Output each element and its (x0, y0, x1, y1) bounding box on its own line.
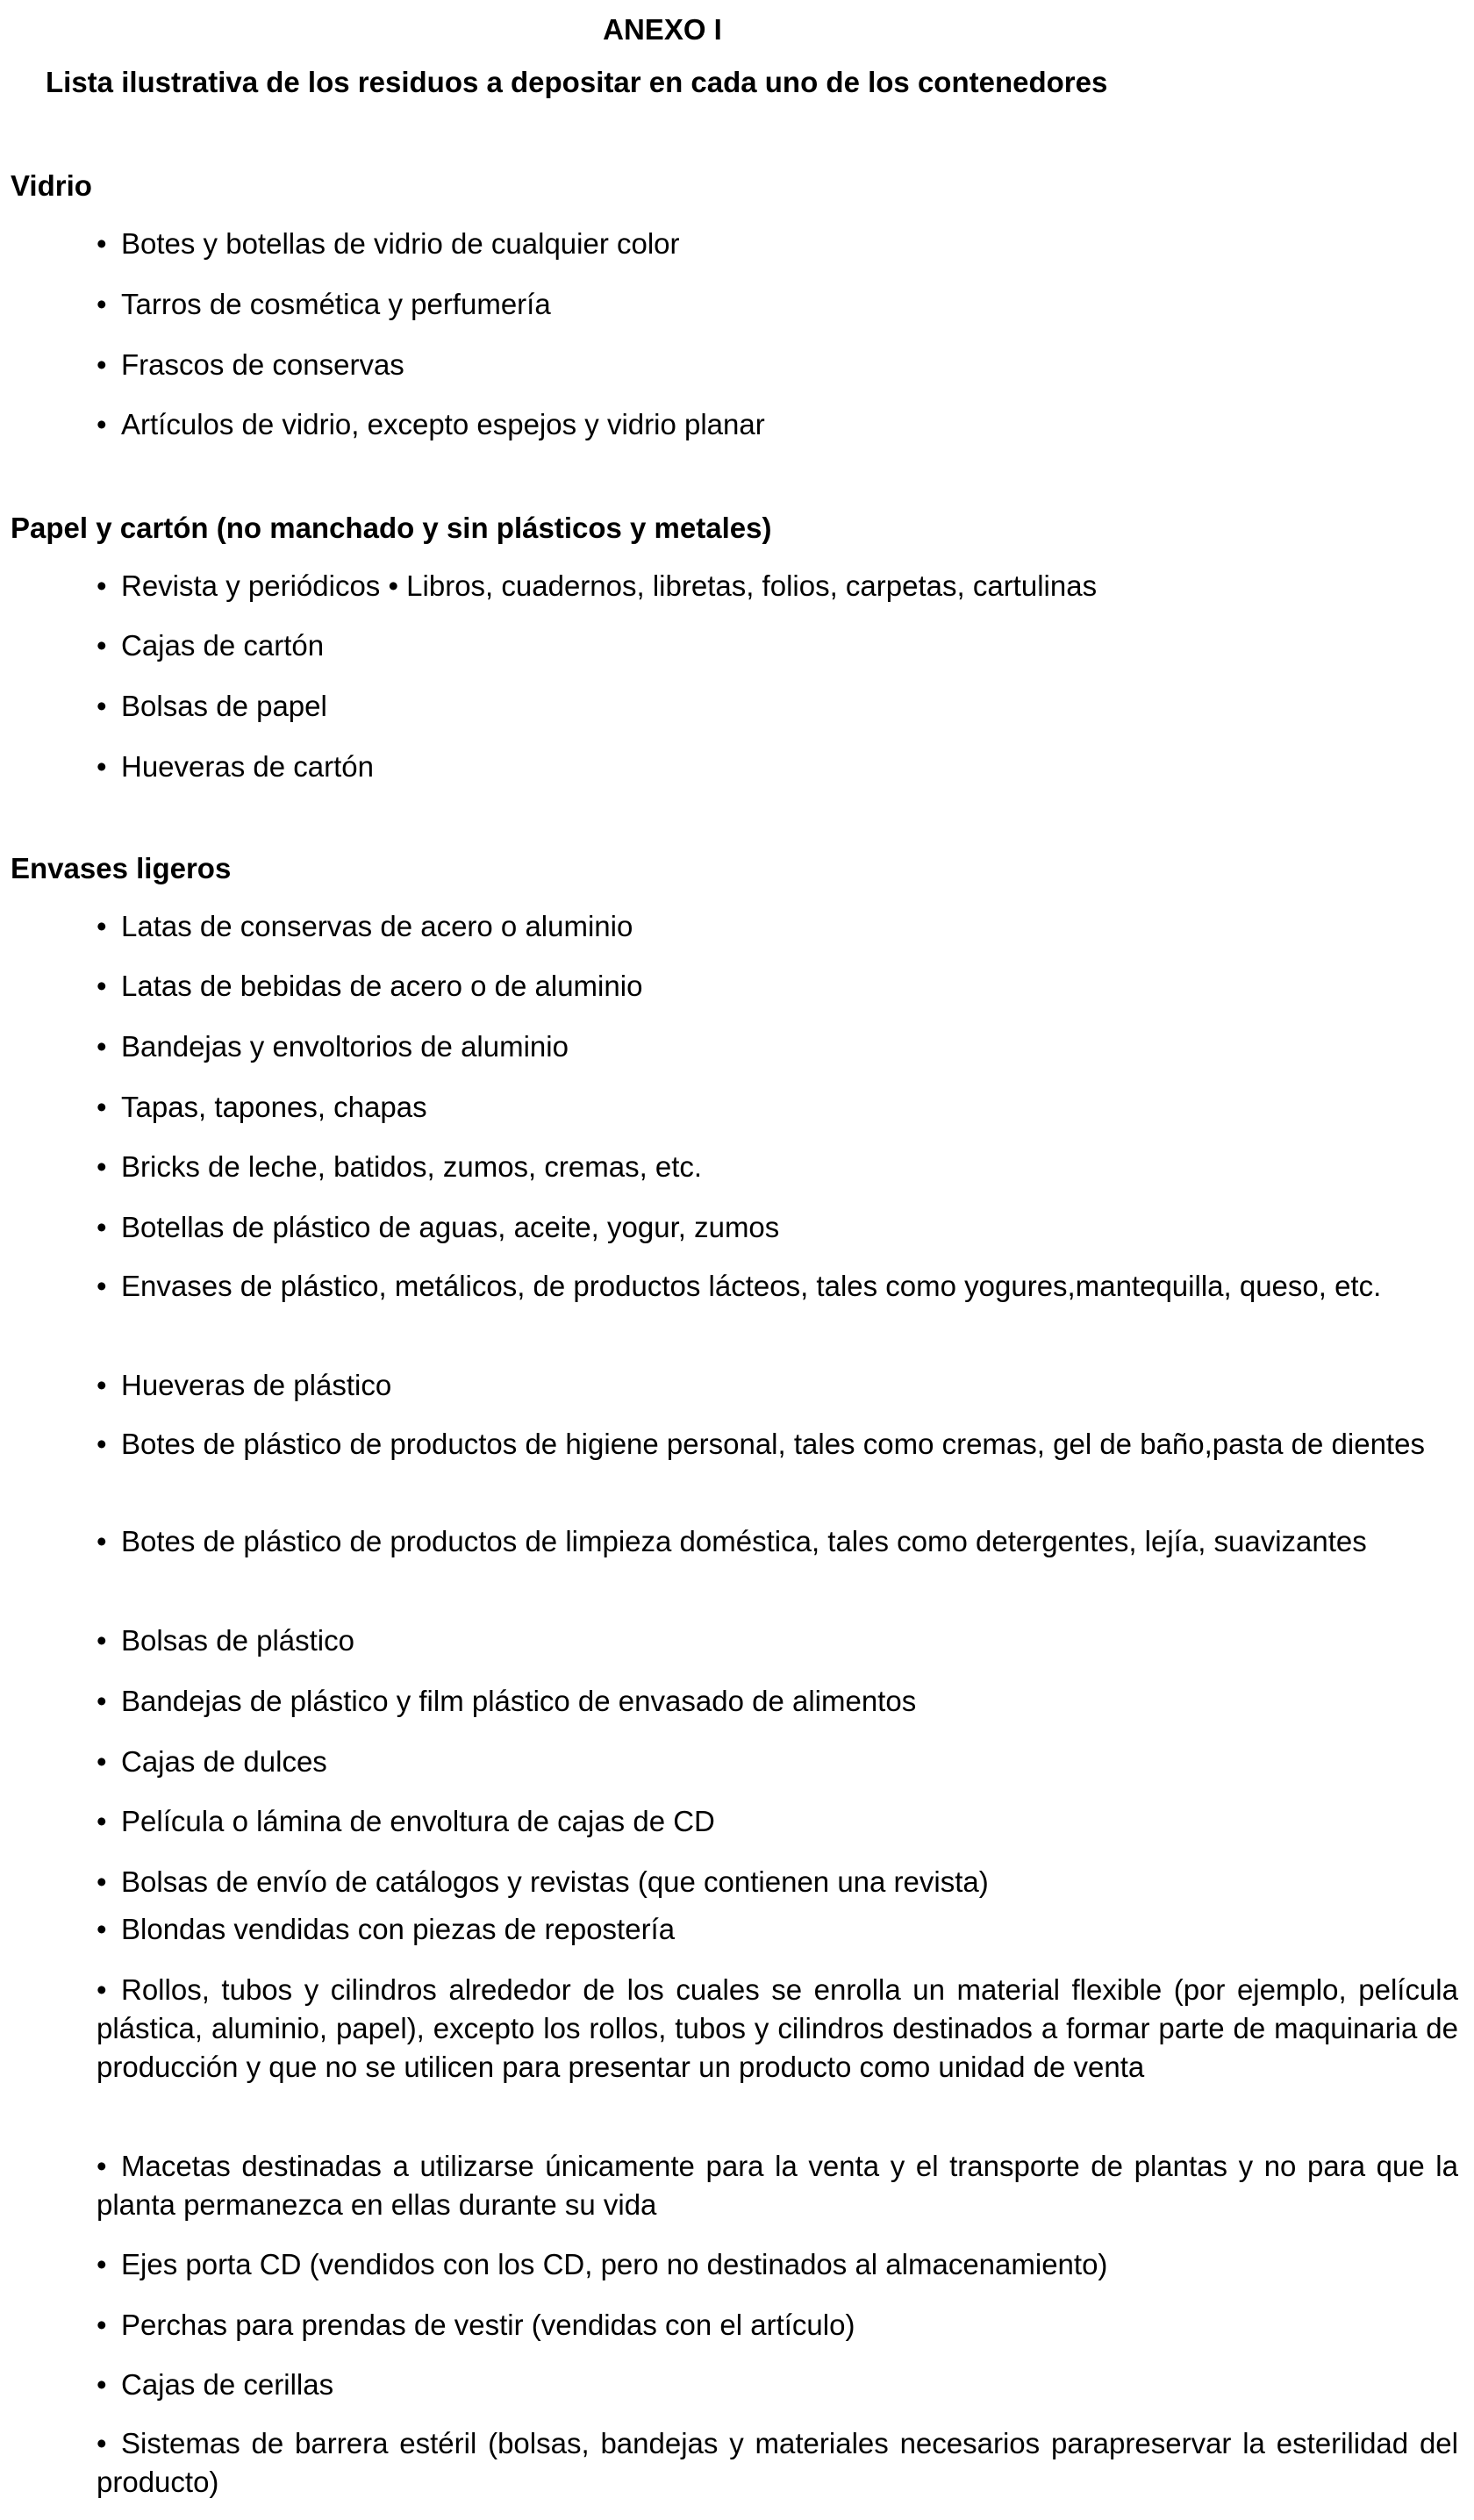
bullet-icon: • (97, 1030, 107, 1063)
item-text: Ejes porta CD (vendidos con los CD, pero no destinados al almacenamiento) (121, 2248, 1108, 2280)
bullet-icon: • (97, 1270, 107, 1302)
bullet-icon: • (97, 910, 107, 942)
list-item (97, 1802, 1458, 1841)
bullet-icon: • (97, 408, 107, 440)
list-item (97, 405, 1458, 444)
section-heading-envases-ligeros: Envases ligeros (11, 852, 232, 884)
list-item (97, 1208, 1458, 1247)
bullet-icon: • (97, 569, 107, 602)
section-heading-vidrio: Vidrio (11, 169, 92, 202)
list-item (97, 1267, 1458, 1306)
item-text: Frascos de conservas (121, 348, 404, 381)
bullet-icon: • (97, 2368, 107, 2401)
item-text: Botellas de plástico de aguas, aceite, yogur, zumos (121, 1211, 780, 1243)
list-item (97, 907, 1458, 946)
bullet-icon: • (97, 288, 107, 320)
list-item (97, 1425, 1458, 1464)
list-item (97, 1027, 1458, 1066)
item-text: Hueveras de plástico (121, 1369, 392, 1401)
list-item (97, 1366, 1458, 1405)
item-text: Latas de conservas de acero o aluminio (121, 910, 633, 942)
item-text: Bandejas de plástico y film plástico de envasado de alimentos (121, 1685, 917, 1717)
bullet-icon: • (97, 629, 107, 662)
item-text: Tarros de cosmética y perfumería (121, 288, 551, 320)
list-item (97, 626, 1458, 665)
item-text: Latas de bebidas de acero o de aluminio (121, 970, 643, 1002)
item-text: Sistemas de barrera estéril (bolsas, bandejas y materiales necesarios parapreservar la esterilidad del producto) (97, 2427, 1458, 2498)
list-item (97, 1682, 1458, 1721)
bullet-icon: • (97, 1525, 107, 1557)
bullet-icon: • (97, 1428, 107, 1460)
bullet-icon: • (97, 348, 107, 381)
bullet-icon: • (97, 1211, 107, 1243)
bullet-icon: • (97, 1745, 107, 1778)
item-text: Hueveras de cartón (121, 750, 374, 783)
list-item (97, 2366, 1458, 2404)
item-text: Bricks de leche, batidos, zumos, cremas, etc. (121, 1150, 703, 1183)
bullet-icon: • (97, 2309, 107, 2341)
item-text: Revista y periódicos • Libros, cuadernos, libretas, folios, carpetas, cartulinas (121, 569, 1098, 602)
item-text: Bandejas y envoltorios de aluminio (121, 1030, 569, 1063)
item-text: Perchas para prendas de vestir (vendidas con el artículo) (121, 2309, 855, 2341)
bullet-icon: • (97, 1913, 107, 1945)
list-item (97, 1910, 1458, 1949)
bullet-icon: • (97, 1091, 107, 1123)
document-subtitle: Lista ilustrativa de los residuos a depositar en cada uno de los contenedores (46, 66, 1108, 98)
bullet-icon: • (97, 2150, 107, 2182)
item-text: Botes de plástico de productos de limpieza doméstica, tales como detergentes, lejía, suavizantes (121, 1525, 1367, 1557)
list-item (97, 1863, 1458, 1901)
list-item (97, 567, 1458, 605)
item-text: Botes de plástico de productos de higiene personal, tales como cremas, gel de baño,pasta de dientes (121, 1428, 1425, 1460)
list-item (97, 2306, 1458, 2345)
list-item (97, 2147, 1458, 2224)
list-item (97, 748, 1458, 786)
item-text: Bolsas de papel (121, 690, 327, 722)
bullet-icon: • (97, 1973, 107, 2006)
list-item (97, 285, 1458, 324)
list-item (97, 687, 1458, 726)
item-text: Envases de plástico, metálicos, de productos lácteos, tales como yogures,mantequilla, queso, etc. (121, 1270, 1382, 1302)
item-text: Bolsas de plástico (121, 1624, 354, 1657)
list-item (97, 1148, 1458, 1186)
item-text: Botes y botellas de vidrio de cualquier color (121, 227, 680, 260)
list-item (97, 1088, 1458, 1127)
bullet-icon: • (97, 227, 107, 260)
list-item (97, 2424, 1458, 2502)
annex-title: ANEXO I (603, 13, 722, 46)
bullet-icon: • (97, 1624, 107, 1657)
item-text: Cajas de cerillas (121, 2368, 334, 2401)
bullet-icon: • (97, 1865, 107, 1898)
bullet-icon: • (97, 750, 107, 783)
list-item (97, 225, 1458, 263)
list-item (97, 1622, 1458, 1660)
item-text: Tapas, tapones, chapas (121, 1091, 427, 1123)
item-text: Cajas de cartón (121, 629, 325, 662)
item-text: Cajas de dulces (121, 1745, 327, 1778)
item-text: Macetas destinadas a utilizarse únicamente para la venta y el transporte de plantas y no para que la planta permanezca en ellas durante su vida (97, 2150, 1458, 2221)
item-text: Artículos de vidrio, excepto espejos y vidrio planar (121, 408, 765, 440)
list-item (97, 1743, 1458, 1781)
item-text: Blondas vendidas con piezas de repostería (121, 1913, 676, 1945)
list-item (97, 1971, 1458, 2087)
list-item (97, 967, 1458, 1006)
item-text: Bolsas de envío de catálogos y revistas (que contienen una revista) (121, 1865, 989, 1898)
bullet-icon: • (97, 1685, 107, 1717)
list-item (97, 2245, 1458, 2284)
bullet-icon: • (97, 1369, 107, 1401)
item-text: Película o lámina de envoltura de cajas de CD (121, 1805, 715, 1837)
list-item (97, 346, 1458, 384)
item-text: Rollos, tubos y cilindros alrededor de los cuales se enrolla un material flexible (por ejemplo, película plástica, aluminio, papel), excepto los rollos, tubos y cilindros destinados a formar parte de maquinaria de producción y que no se utilicen para presentar un producto como unidad de venta (97, 1973, 1458, 2083)
bullet-icon: • (97, 2427, 107, 2459)
list-item (97, 1522, 1458, 1561)
bullet-icon: • (97, 1150, 107, 1183)
bullet-icon: • (97, 690, 107, 722)
bullet-icon: • (97, 1805, 107, 1837)
section-heading-papel-carton: Papel y cartón (no manchado y sin plásticos y metales) (11, 512, 772, 544)
bullet-icon: • (97, 970, 107, 1002)
bullet-icon: • (97, 2248, 107, 2280)
